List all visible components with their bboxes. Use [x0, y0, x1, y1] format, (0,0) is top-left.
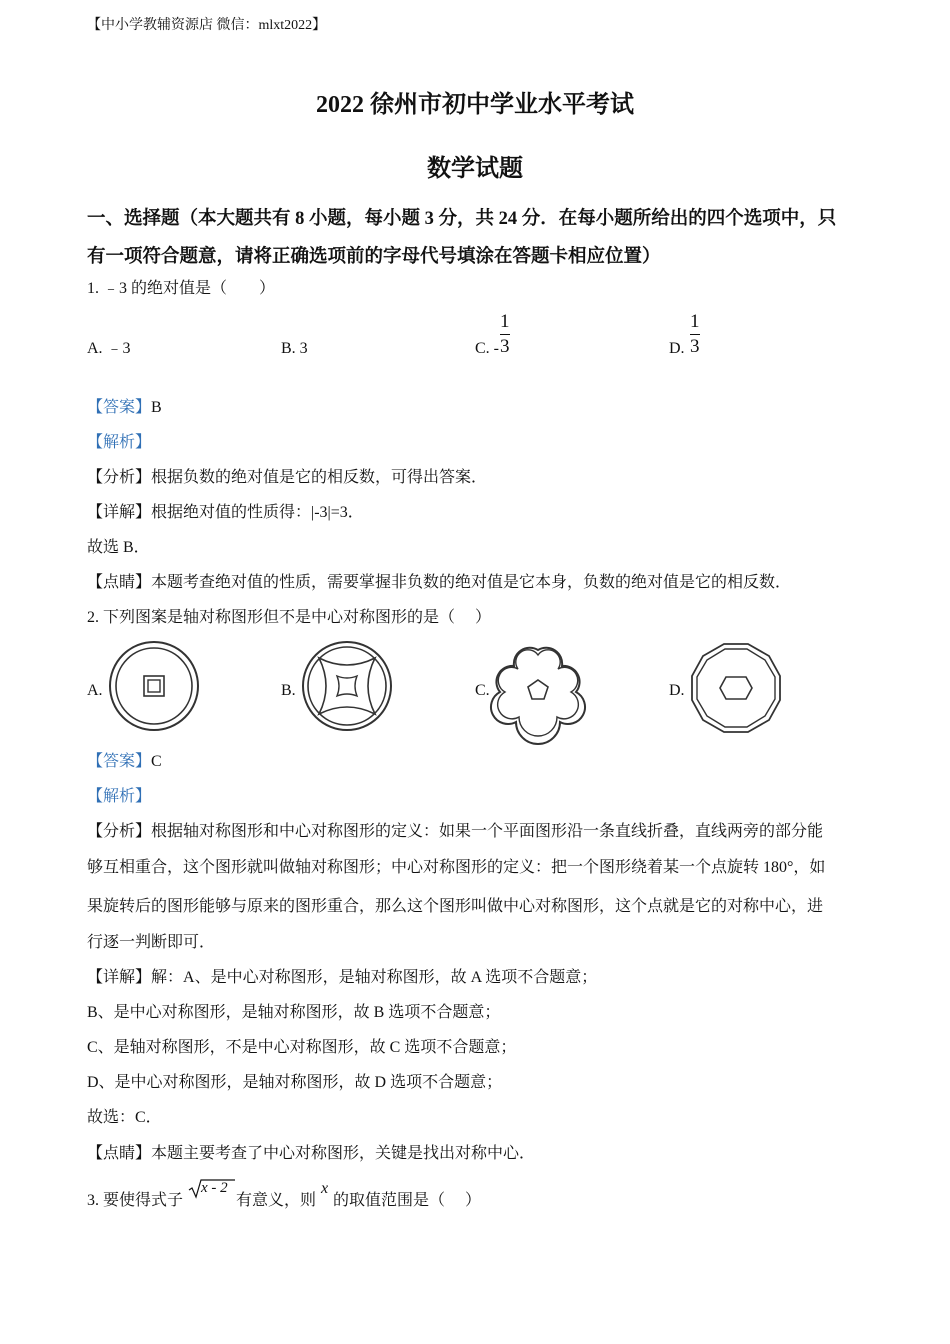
fraction-numerator: 1 [500, 311, 510, 332]
fraction-bar [500, 334, 510, 335]
exam-subtitle: 数学试题 [427, 156, 523, 182]
answer-value: C [151, 753, 162, 770]
q3-variable: x [321, 1180, 329, 1197]
q2-dianjing [87, 1144, 535, 1164]
q2-answer [87, 752, 162, 772]
page-header: 【中小学教辅资源店 微信：mlxt2022】 [87, 18, 327, 33]
dianjing-tag: 【点睛】 [87, 1145, 152, 1162]
q1-answer [87, 398, 162, 418]
q3-radicand: x - 2 [201, 1180, 228, 1196]
q1-stem: 1. ﹣3 的绝对值是（ ） [87, 280, 276, 297]
coin-square-hole-figure [108, 640, 200, 732]
q2-guxuan: 故选：C． [87, 1109, 162, 1126]
q2-detail-b: B、是中心对称图形，是轴对称图形，故 B 选项不合题意； [87, 1004, 501, 1021]
q1-option-d: D. [669, 340, 685, 357]
fenxi-text: 根据轴对称图形和中心对称图形的定义：如果一个平面图形沿一条直线折叠，直线两旁的部分能 [151, 823, 824, 840]
exam-title: 2022 徐州市初中学业水平考试 [316, 92, 634, 118]
q3-stem-part3: 的取值范围是（ ） [333, 1192, 482, 1209]
q1-option-c-fraction [500, 312, 510, 357]
q3-stem-part2: 有意义，则 [236, 1192, 317, 1209]
q2-xiangjie [87, 968, 597, 988]
q2-stem: 2. 下列图案是轴对称图形但不是中心对称图形的是（ ） [87, 609, 492, 626]
dianjing-text: 本题主要考查了中心对称图形，关键是找出对称中心． [151, 1145, 536, 1162]
q2-fenxi-line3: 果旋转后的图形能够与原来的图形重合，那么这个图形叫做中心对称图形，这个点就是它的对称中心，进 [87, 898, 824, 915]
q1-jiexi-tag: 【解析】 [87, 434, 152, 451]
dianjing-text: 本题考查绝对值的性质，需要掌握非负数的绝对值是它本身，负数的绝对值是它的相反数． [151, 574, 792, 591]
q2-option-a-label: A. [87, 682, 103, 699]
q2-fenxi-line1 [87, 822, 823, 842]
dodecagon-hexagon-figure [690, 642, 782, 734]
q2-option-c-label: C. [475, 682, 490, 699]
q2-detail-d: D、是中心对称图形，是轴对称图形，故 D 选项不合题意； [87, 1074, 503, 1091]
q2-option-b-label: B. [281, 682, 296, 699]
fraction-bar [690, 334, 700, 335]
fenxi-tag: 【分析】 [87, 823, 152, 840]
answer-value: B [151, 399, 162, 416]
fenxi-text: 根据负数的绝对值是它的相反数，可得出答案． [151, 469, 488, 486]
fraction-denominator: 3 [500, 336, 510, 357]
q2-fenxi-line4: 行逐一判断即可． [87, 934, 216, 951]
xiangjie-text: 根据绝对值的性质得：|-3|=3． [151, 504, 364, 521]
fenxi-tag: 【分析】 [87, 469, 152, 486]
q1-option-d-fraction [690, 312, 700, 357]
flower-pentagon-figure [492, 644, 584, 736]
section-heading-line1: 一、选择题（本大题共有 8 小题，每小题 3 分，共 24 分．在每小题所给出的四个选项中，只 [87, 209, 837, 229]
section-heading-line2: 有一项符合题意，请将正确选项前的字母代号填涂在答题卡相应位置） [87, 247, 661, 267]
fraction-denominator: 3 [690, 336, 700, 357]
q1-option-b: B. 3 [281, 340, 308, 357]
xiangjie-tag: 【详解】 [87, 969, 152, 986]
dianjing-tag: 【点睛】 [87, 574, 152, 591]
q1-option-c: C. - [475, 340, 499, 357]
xiangjie-text: 解：A、是中心对称图形，是轴对称图形，故 A 选项不合题意； [151, 969, 598, 986]
xiangjie-tag: 【详解】 [87, 504, 152, 521]
answer-tag: 【答案】 [87, 399, 152, 416]
coin-curved-square-figure [301, 640, 393, 732]
fraction-numerator: 1 [690, 311, 700, 332]
q2-fenxi-line2: 够互相重合，这个图形就叫做轴对称图形；中心对称图形的定义：把一个图形绕着某一个点旋转 180°，如 [87, 859, 826, 876]
q1-fenxi [87, 468, 487, 488]
q1-dianjing [87, 573, 791, 593]
q1-xiangjie [87, 503, 364, 523]
q2-jiexi-tag: 【解析】 [87, 788, 152, 805]
q2-option-d-label: D. [669, 682, 685, 699]
q3-stem-part1: 3. 要使得式子 [87, 1192, 184, 1209]
q1-guxuan: 故选 B． [87, 539, 150, 556]
answer-tag: 【答案】 [87, 753, 152, 770]
q2-detail-c: C、是轴对称图形，不是中心对称图形，故 C 选项不合题意； [87, 1039, 517, 1056]
q1-option-a: A. ﹣3 [87, 340, 131, 357]
